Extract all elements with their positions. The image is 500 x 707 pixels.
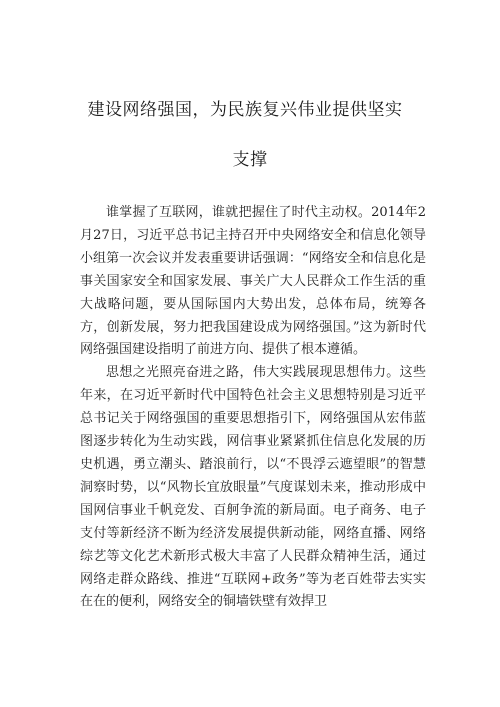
paragraph-1: 谁掌握了互联网，谁就把握住了时代主动权。2014年2月27日，习近平总书记主持召开中央网络安全和信息化领导小组第一次会议并发表重要讲话强调：“网络安全和信息化是事关国家安全和国家发展、事关广大人民群众工作生活的重大战略问题，要从国际国内大势出发，总体布局，统筹各方，创新发展，努力把我国建设成为网络强国。”这为新时代网络强国建设指明了前进方向、提供了根本遵循。 [80,205,426,358]
paragraph-2: 思想之光照亮奋进之路，伟大实践展现思想伟力。这些年来，在习近平新时代中国特色社会主义思想特别是习近平总书记关于网络强国的重要思想指引下，网络强国从宏伟蓝图逐步转化为生动实践，网信事业紧紧抓住信息化发展的历史机遇，勇立潮头、踏浪前行，以“不畏浮云遮望眼”的智慧洞察时势，以“风物长宜放眼量”气度谋划未来，推动形成中国网信事业千帆竞发、百舸争流的新局面。电子商务、电子支付等新经济不断为经济发展提供新动能，网络直播、网络综艺等文化艺术新形式极大丰富了人民群众精神生活，通过网络走群众路线、推进“互联网+政务”等为老百姓带去实实在在的便利，网络安全的铜墙铁壁有效捍卫 [80,365,426,610]
document-title-line-1: 建设网络强国，为民族复兴伟业提供坚实 [87,100,403,120]
document-title-line-2: 支撑 [232,150,268,170]
document-body [80,202,426,614]
